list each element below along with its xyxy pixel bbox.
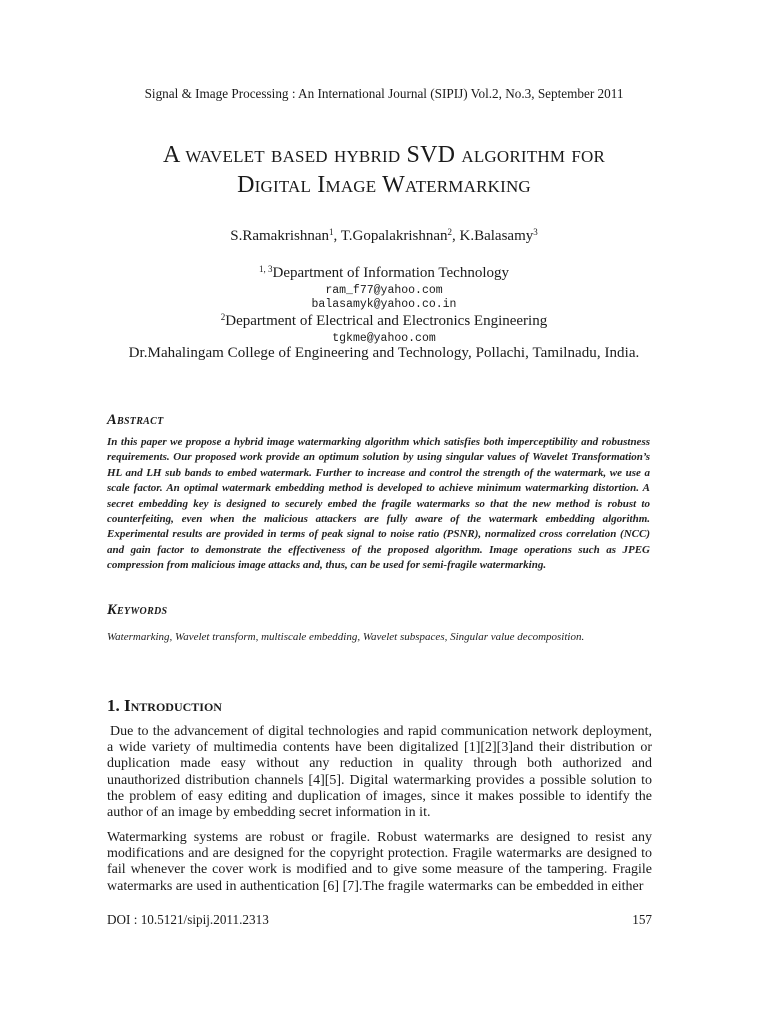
author-1-sup: 1 [329, 227, 334, 237]
author-2-sup: 2 [447, 227, 453, 237]
abstract-text: In this paper we propose a hybrid image watermarking algorithm which satisfies both imperceptibility and robustness requirements. Our proposed work provide an optimum solution by using singular values of Wavelet Transformation’s HL and LH sub bands to embed watermark. Further to increase and control the strength of the watermark, we use a scale factor. An optimal watermark embedding method is developed to achieve minimum watermarking distortion. A secret embedding key is designed to securely embed the fragile watermarks so that the new method is robust to counterfeiting, even when the malicious attackers are fully aware of the watermark embedding algorithm. Experimental results are provided in terms of peak signal to noise ratio (PSNR), normalized cross correlation (NCC) and gain factor to demonstrate the effectiveness of the proposed algorithm. Image operations such as JPEG compression from malicious image attacks and, thus, can be used for semi-fragile watermarking. [107, 436, 650, 572]
author-list: S.Ramakrishnan$^1$, T.Gopalakrishnan$^2$, K.Balasamy$^3$ [230, 227, 538, 244]
author-2: T.Gopalakrishnan [340, 228, 448, 244]
introduction-heading: 1. Introduction [107, 696, 222, 715]
title-line-2: Digital Image Watermarking [237, 172, 531, 198]
intro-paragraph-2: Watermarking systems are robust or fragile. Robust watermarks are designed to resist any modifications and are designed for the copyright protection. Fragile watermarks are designed to fail whenever the cover work is modified and to give some measure of the tampering. Fragile watermarks are used in authentication [6] [7].The fragile watermarks can be embedded in either [107, 830, 652, 894]
page-number: 157 [632, 912, 652, 927]
author-1: S.Ramakrishnan [230, 228, 329, 244]
journal-header: Signal & Image Processing : An International Journal (SIPIJ) Vol.2, No.3, September 2011 [144, 86, 624, 101]
email-2: balasamyk@yahoo.co.in [311, 298, 457, 311]
keywords-text: Watermarking, Wavelet transform, multiscale embedding, Wavelet subspaces, Singular value decomposition. [107, 631, 585, 643]
keywords-heading: Keywords [107, 602, 168, 618]
doi-footer: DOI : 10.5121/sipij.2011.2313 [107, 912, 269, 927]
affiliation-1: $^{1, 3}$Department of Information Technology [258, 264, 510, 281]
abstract-heading: Abstract [107, 412, 164, 428]
affiliation-2-sup: 2 [220, 312, 226, 322]
author-3-sup: 3 [533, 227, 538, 237]
author-3: K.Balasamy [459, 228, 534, 244]
email-1: ram_f77@yahoo.com [325, 284, 443, 297]
affiliation-2: $^2$Department of Electrical and Electronics Engineering [220, 312, 548, 329]
title-line-1: A wavelet based hybrid SVD algorithm for [162, 142, 606, 168]
college-affiliation: Dr.Mahalingam College of Engineering and Technology, Pollachi, Tamilnadu, India. [128, 345, 640, 361]
intro-paragraph-1: Due to the advancement of digital technologies and rapid communication network deployment, a wide variety of multimedia contents have been digitalized [1][2][3]and their distribution or duplication made easy without any reduction in quality through both authorized and unauthorized distribution channels [4][5]. Digital watermarking provides a possible solution to the problem of easy editing and duplication of images, since it makes possible to identify the author of an image by embedding secret information in it. [107, 724, 652, 821]
affiliation-1-sup: 1, 3 [258, 264, 273, 274]
email-3: tgkme@yahoo.com [332, 332, 436, 345]
paper-title [0, 140, 768, 200]
